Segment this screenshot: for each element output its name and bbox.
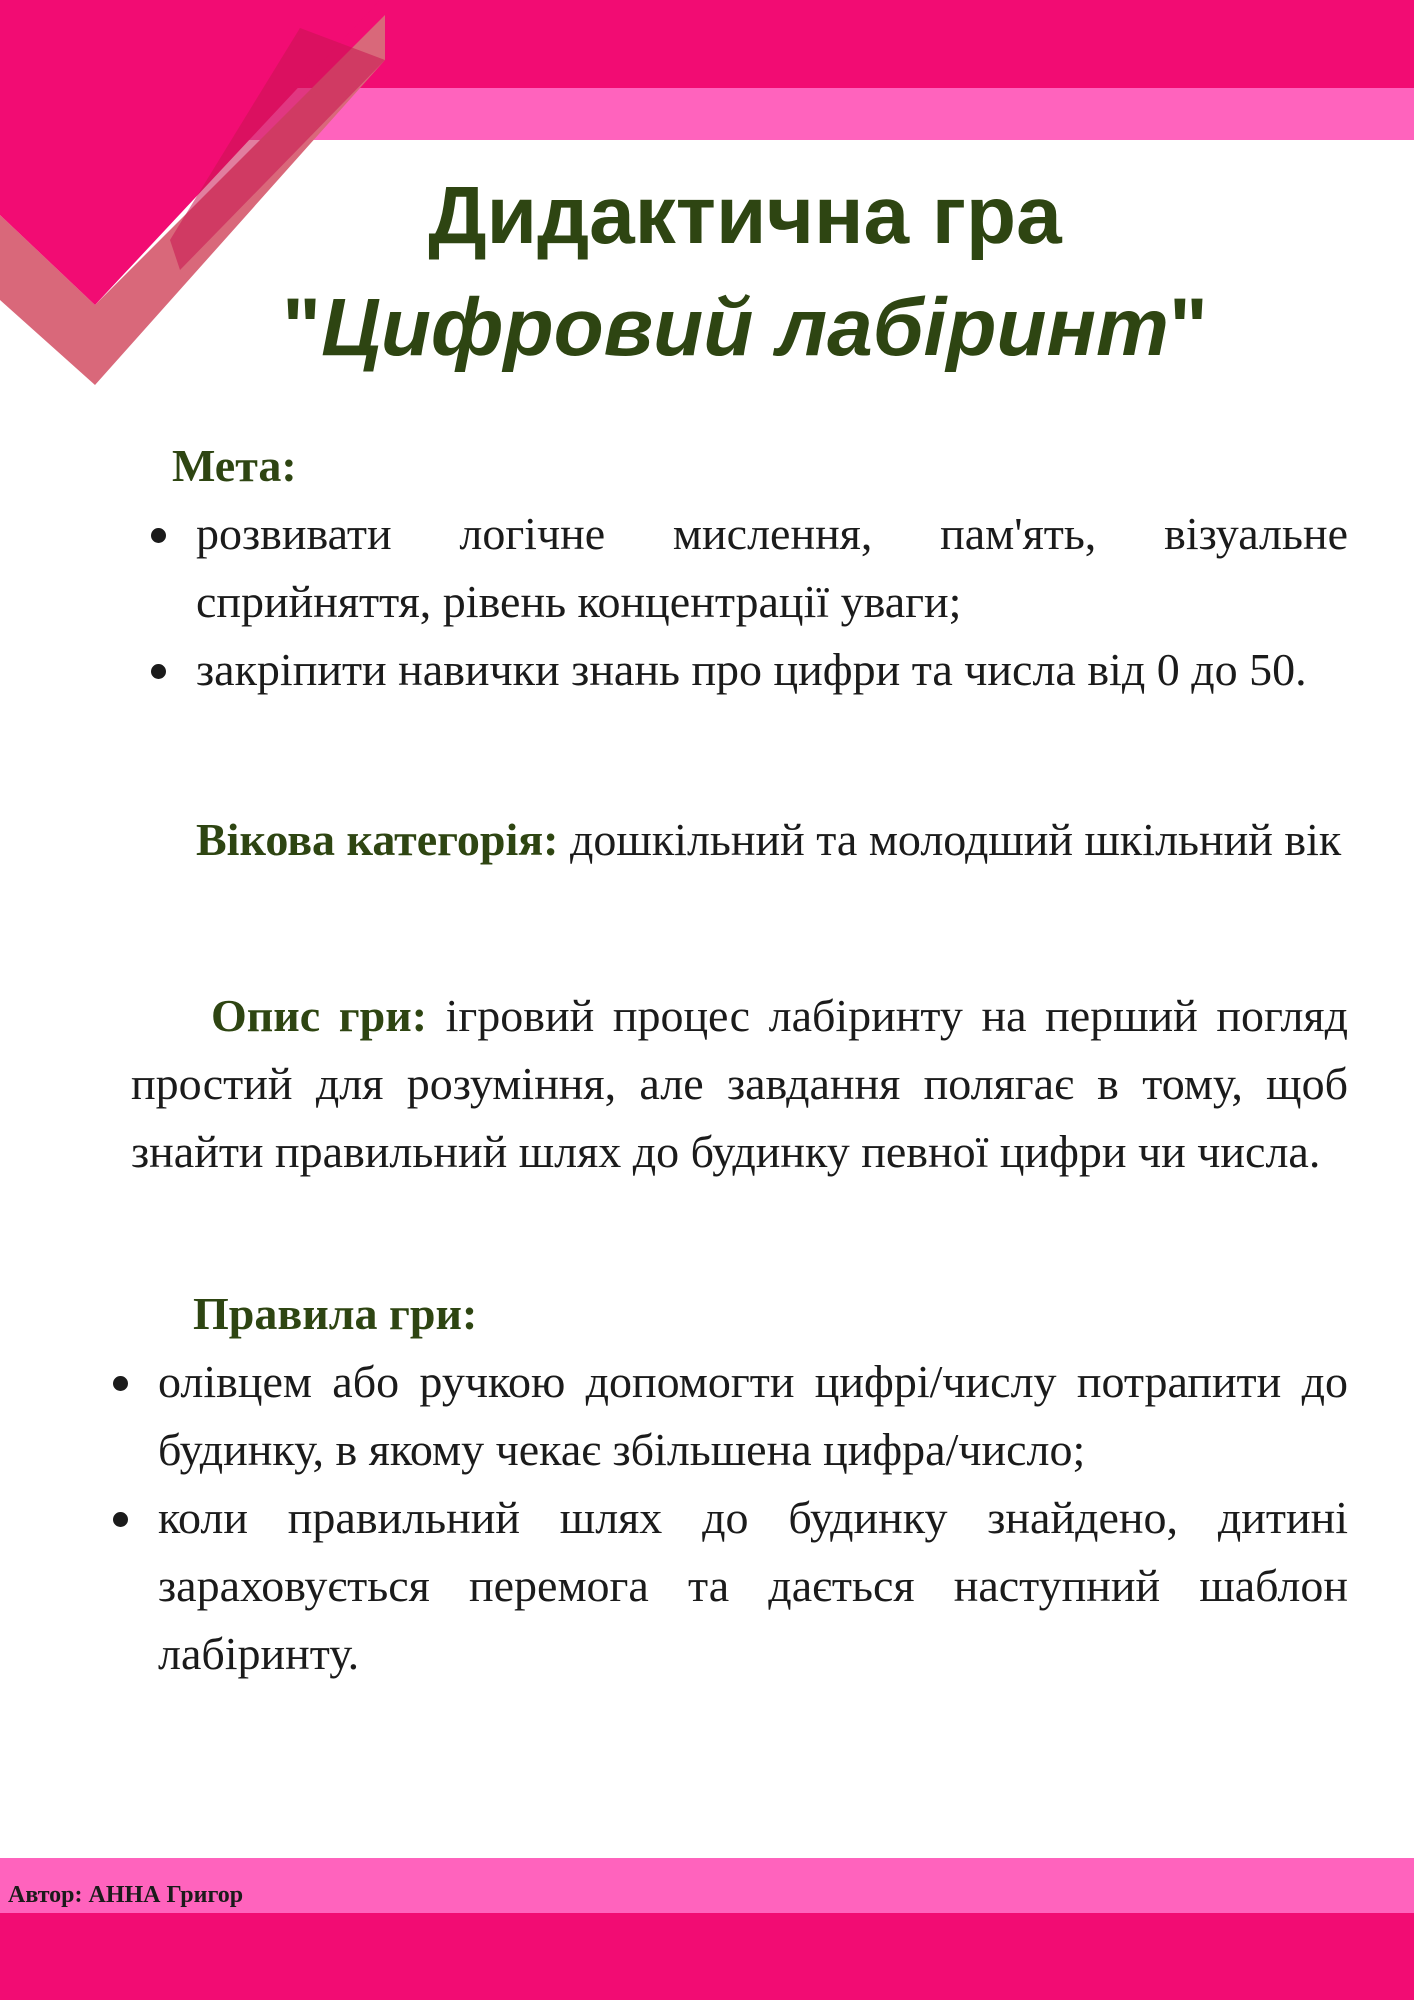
title-line-2 bbox=[180, 272, 1310, 384]
bullet-icon bbox=[113, 1512, 128, 1527]
author-credit: Автор: АННА Григор bbox=[8, 1882, 244, 1908]
title-line-1: Дидактична гра bbox=[428, 170, 1062, 261]
rule-item-text: коли правильний шлях до будинку знайдено, дитині зараховується перемога та дається наступний шаблон лабіринту. bbox=[158, 1492, 1348, 1679]
rules-heading: Правила гри: bbox=[193, 1288, 478, 1339]
rule-item bbox=[158, 1484, 1348, 1688]
rule-item bbox=[158, 1348, 1348, 1484]
bottom-band bbox=[0, 1913, 1414, 2000]
goal-item-text: закріпити навички знань про цифри та числа від 0 до 50. bbox=[196, 644, 1307, 695]
goal-item-text: розвивати логічне мислення, пам'ять, візуальне сприйняття, рівень концентрації уваги; bbox=[196, 508, 1348, 627]
goal-list bbox=[196, 500, 1348, 704]
description-paragraph bbox=[131, 982, 1348, 1186]
title-quote-close: " bbox=[1168, 282, 1208, 373]
goal-item bbox=[196, 500, 1348, 636]
page-title bbox=[180, 160, 1310, 384]
rules-list bbox=[158, 1348, 1348, 1688]
age-heading: Вікова категорія: bbox=[196, 814, 559, 865]
bullet-icon bbox=[151, 528, 166, 543]
bullet-icon bbox=[151, 664, 166, 679]
goal-item bbox=[196, 636, 1348, 704]
bullet-icon bbox=[113, 1376, 128, 1391]
game-name: Цифровий лабіринт bbox=[321, 282, 1169, 373]
age-text: дошкільний та молодший шкільний вік bbox=[558, 814, 1342, 865]
description-heading: Опис гри: bbox=[211, 990, 428, 1041]
age-paragraph bbox=[118, 806, 1348, 874]
goal-heading: Мета: bbox=[172, 440, 297, 491]
title-quote-open: " bbox=[282, 282, 322, 373]
rule-item-text: олівцем або ручкою допомогти цифрі/числу потрапити до будинку, в якому чекає збільшена цифра/число; bbox=[158, 1356, 1348, 1475]
description-text: ігровий процес лабіринту на перший погляд простий для розуміння, але завдання полягає в тому, щоб знайти правильний шлях до будинку певної цифри чи числа. bbox=[131, 990, 1348, 1177]
